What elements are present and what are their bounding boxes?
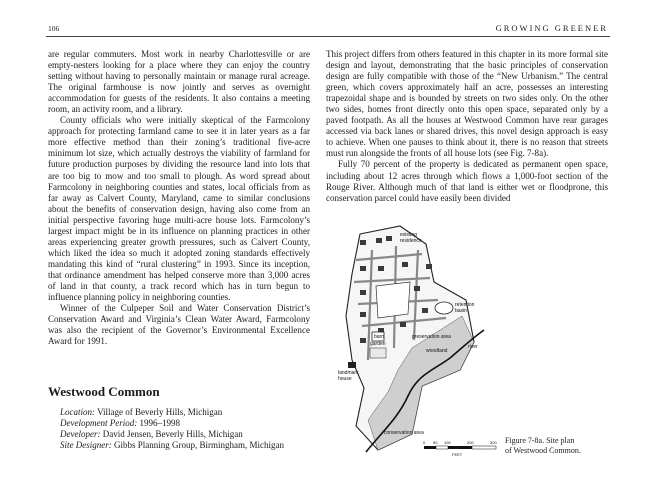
label-existing: existing: [400, 232, 417, 238]
paragraph: County officials who were initially skeptical of the Farmcolony approach for protecting farmland came to see it in later years as a far more effective method than their zoning’s traditional five-acre minimum lot size, which actually destroys the viability of farmland for future production purposes by dividing the resource land into lots that are too big to mow and too small to plough. As word spread about Farmcolony in neighboring counties and states, local officials from as far away as Calvert County, Maryland, came to similar conclusions about the benefits of conservation design, having also come from an initial perspective favoring huge multi-acre house lots. Farmcolony’s largest impact might be in its influence on planning practices in other areas experiencing greater growth pressures, such as Calvert County, which liked the idea so much it adopted zoning standards effectively mandating this kind of “rural clustering” in 1993. Since its inception, that ordinance amendment has helped conserve more than 3,000 acres of land in that county, a track record which has in turn begun to influence planning policy in neighboring counties.: [48, 115, 310, 303]
site-plan-figure: [338, 220, 498, 460]
label-conservation-area: conservation area: [384, 430, 424, 436]
label-basin: basin: [455, 308, 467, 314]
figure-caption: Figure 7-8a. Site plan of Westwood Common.: [505, 436, 581, 455]
landmark-house: [348, 362, 356, 368]
svg-text:50: 50: [433, 440, 438, 445]
paragraph: are regular commuters. Most work in nearby Charlottesville or are empty-nesters looking for a place where they can enjoy the country setting without having to personally maintain or manage rural acreage. The original farmhouse is now jointly and serves as overnight accommodation for guests of the residents. It also contains a meeting room, an activity room, and a library.: [48, 49, 310, 115]
label-garden: garden: [370, 341, 386, 347]
label-preservation-area: preservation area: [412, 334, 451, 340]
project-detail-developer: Developer: David Jensen, Beverly Hills, Michigan: [60, 429, 243, 439]
label-landmark: landmark: [338, 370, 359, 376]
label-barn: barn: [374, 334, 385, 340]
svg-text:300: 300: [490, 440, 497, 445]
paragraph: This project differs from others featured in this chapter in its more formal site design and layout, demonstrating that the basic principles of conservation design are fully compatible with those of the “New Urbanism.” The central green, which covers approximately half an acre, possesses an interesting trapezoidal shape and is bounded by streets on two sides only. On the other two sides, homes front directly onto this open space, separated only by a paved footpath. As all the houses at Westwood Common have rear garages accessed via back lanes or shared drives, this novel design approach is easy to achieve. When one pauses to think about it, there is no reason that streets must run alongside the fronts of all house lots (see Fig. 7-8a).: [326, 49, 608, 159]
project-detail-location: Location: Village of Beverly Hills, Michigan: [60, 407, 223, 417]
svg-text:FEET: FEET: [452, 452, 463, 457]
label-house: house: [338, 376, 352, 382]
svg-text:0: 0: [423, 440, 426, 445]
header-rule: [46, 36, 610, 37]
section-heading: Westwood Common: [48, 384, 160, 399]
retention-basin: [435, 302, 453, 314]
running-title: GROWING GREENER: [495, 23, 608, 33]
left-text-column: [48, 49, 310, 347]
label-river: river: [468, 344, 478, 350]
garden-plot: [370, 348, 386, 358]
paragraph: Fully 70 percent of the property is dedicated as permanent open space, including about 12 acres through which flows a 1,000-foot section of the Rouge River. Although much of that land is either wet or floodprone, this conservation parcel could have easily been divided: [326, 159, 608, 203]
project-detail-designer: Site Designer: Gibbs Planning Group, Birmingham, Michigan: [60, 440, 284, 450]
page-number: 106: [48, 24, 60, 33]
label-woodland: woodland: [426, 348, 448, 354]
svg-text:100: 100: [444, 440, 451, 445]
central-green: [376, 282, 410, 318]
paragraph: Winner of the Culpeper Soil and Water Conservation District’s Conservation Award and Virginia’s Clean Water Award, Farmcolony was also the recipient of the Governor’s Environmental Excellence Award for 1991.: [48, 303, 310, 347]
project-detail-period: Development Period: 1996–1998: [60, 418, 180, 428]
right-text-column: [326, 49, 608, 204]
label-residence: residence: [400, 238, 422, 244]
scale-bar: [423, 440, 497, 457]
label-retention: retention: [455, 302, 475, 308]
svg-text:200: 200: [467, 440, 474, 445]
